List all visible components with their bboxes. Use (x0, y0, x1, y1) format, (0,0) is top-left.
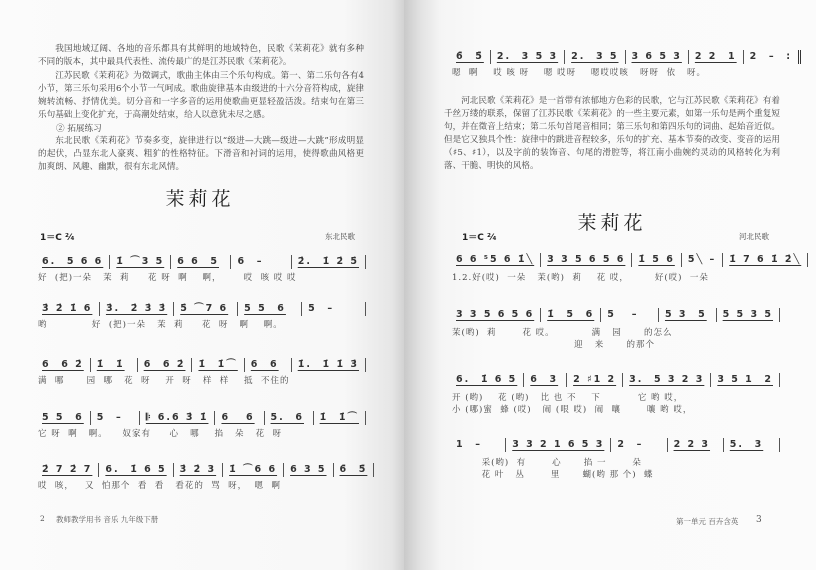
measure: 6. 5 6 6 (36, 255, 110, 269)
measure: 1̇ 1̇⌒ (192, 358, 244, 372)
lyrics-line: 哟 好 (把)一朵 茉 莉 花 呀 啊 啊。 (38, 320, 283, 330)
measure: 6 3 (524, 373, 567, 387)
measure: 2. 3 5 3 (491, 50, 565, 64)
measure: 3̇ 2̇ 1̇ 6 (36, 302, 100, 316)
score-notes-line (450, 253, 802, 267)
measure: 6 – (231, 255, 291, 269)
measure: 2̇ 7 2̇ 7 (36, 463, 99, 477)
measure: 5╲ – (682, 253, 723, 267)
measure: 1 – (450, 438, 506, 452)
paragraph: 东北民歌《茉莉花》节奏多变，旋律进行以“级进—大跳—级进—大跳”形成明显的起伏，凸显东北人豪爽、粗犷的性格特征。下滑音和衬词的运用，使得歌曲风格更加爽朗、风趣、幽默，很有东北风情。 (38, 136, 364, 172)
measure: 2 – (611, 438, 667, 452)
lyrics-line: 满 哪 园 哪 花 呀 开 呀 样 样 抵 不住的 (38, 376, 290, 386)
measure: 2 ♯1 2 (567, 373, 623, 387)
song-title: 茉莉花 (165, 188, 235, 210)
measure: 1̇ 1̇ (91, 358, 138, 372)
measure: 1̇ 7 6 1̇ 2̇╲ (723, 253, 808, 267)
book-title: 教师教学用书 音乐 九年级下册 (56, 515, 159, 524)
measure: 3. 5 3 2 3 (623, 373, 711, 387)
page-number: 2 (40, 514, 45, 523)
measure: 6 6 ⁵5 6 1̇╲ (450, 253, 541, 267)
measure: 6 3 5 (284, 463, 333, 477)
measure: 6 6 2̇ (36, 358, 91, 372)
score-notes-line (450, 50, 793, 64)
measure: 𝄆 6.6 3̇ 1̇ (140, 411, 216, 425)
page-number: 3 (756, 515, 762, 525)
score-notes-line (36, 463, 366, 477)
left-page (0, 0, 404, 570)
paragraph: 我国地域辽阔、各地的音乐都具有其鲜明的地域特色，民歌《茉莉花》就有多种不同的版本，其中最具代表性、流传最广的是江苏民歌《茉莉花》。 (38, 44, 364, 67)
measure: 2̇. 1̇ 2̇ 5̇ (292, 255, 366, 269)
score-notes-line (450, 308, 780, 322)
measure: 2. 3 5 (565, 50, 625, 64)
score-notes-line (36, 411, 366, 425)
subheading: ② 拓展练习 (56, 124, 102, 134)
song-title: 茉莉花 (577, 212, 647, 234)
measure: 3 5 1 2 (711, 373, 780, 387)
measure: 2 – : (744, 50, 801, 64)
measure: 1̇ 1̇⌒ (314, 411, 366, 425)
measure: 6 6 2̇ (138, 358, 193, 372)
measure: 6. 1̇ 6 5 (99, 463, 173, 477)
measure: 5 5 3 5 (717, 308, 780, 322)
measure: 3̇ 2̇ 3 (174, 463, 223, 477)
lyrics-line: 1.2.好(哎) 一朵 茉(哟) 莉 花 哎， 好(哎) 一朵 (452, 273, 709, 283)
key-signature: 1＝C ²⁄₄ (40, 233, 75, 243)
lyrics-line: 采(哟) 有 心 掐 一 朵 (452, 458, 642, 468)
measure: 5 – (302, 302, 366, 316)
measure: 5. 3 (724, 438, 780, 452)
measure: 1̇ 5 6 (632, 253, 681, 267)
score-notes-line (36, 358, 366, 372)
paragraph: 河北民歌《茉莉花》是一首带有浓郁地方色彩的民歌，它与江苏民歌《茉莉花》有着千丝万缕的联系，保留了江苏民歌《茉莉花》的一些主要元素，如第一乐句是两个重复短句，并在徵音上结束；第二乐句首尾音相同；第三乐句和第四乐句的词曲、起始音近似。但是它又独具个性：旋律中的跳进音程较多，乐句的扩充、基本节奏的改变、变音的运用（♯5、♯1），以及字前的装饰音、句尾的滑腔等，将江南小曲婉约灵动的风格转化为利落、干脆、明快的风格。 (444, 96, 780, 171)
lyrics-line: 它 呀 啊 啊。 奴家有 心 哪 掐 朵 花 呀 (38, 429, 283, 439)
measure: 3̇. 2̇ 3̇ 3̇ (100, 302, 174, 316)
measure: 6̄ 5̄ (450, 50, 491, 64)
measure: 1̇ ⌒6 6 (223, 463, 284, 477)
lyrics-line: 好 (把)一朵 茉 莉 花 呀 啊 啊， 哎 咳 哎 哎 (38, 273, 297, 283)
measure: 6 6 5 (171, 255, 231, 269)
measure: 6. 1̇ 6 5 (450, 373, 524, 387)
measure: 5 – (91, 411, 140, 425)
measure: 1̇. 1̇ 1̇ 3̇ (292, 358, 366, 372)
measure: 5. 6 (265, 411, 314, 425)
measure: 6 6 (245, 358, 292, 372)
lyrics-line: 小 (哪)蜜 蜂 (哎) 闹 (哏 哎) 闹 嚷 嚷 哟 哎， (452, 405, 693, 415)
measure: 3 3 5 6 5 6 (541, 253, 632, 267)
paragraph: 江苏民歌《茉莉花》为徵调式，歌曲主体由三个乐句构成。第一、第二乐句各有4小节，第三乐句采用6个小节一气呵成。歌曲旋律基本由级进的十六分音符构成，旋律婉转流畅、抒情优美。切分音和一字多音的运用使歌曲更显轻盈活泼。结束句在第三乐句基础上变化扩充，于高潮处结束，给人以意犹未尽之感。 (38, 71, 364, 120)
measure: 3 3 5 6 5 6 (450, 308, 541, 322)
measure: 3 6 5 3 (626, 50, 689, 64)
measure: 1̇ ⌒3 5 (110, 255, 171, 269)
measure: 1̇ 5 6 (541, 308, 601, 322)
song-origin: 河北民歌 (739, 232, 769, 241)
score-notes-line (450, 373, 780, 387)
measure: 5 – (601, 308, 659, 322)
lyrics-line: 迎 来 的那个 (452, 340, 655, 350)
measure: 6 6 (215, 411, 264, 425)
score-notes-line (36, 302, 366, 316)
score-notes-line (450, 438, 780, 452)
key-signature: 1＝C ²⁄₄ (462, 233, 497, 243)
measure: 6̄ 5̄ (334, 463, 375, 477)
song-origin: 东北民歌 (325, 232, 355, 241)
measure: 2 2 1 (689, 50, 744, 64)
unit-title: 第一单元 百卉含英 (676, 517, 739, 526)
right-page (404, 0, 816, 570)
measure: 2 2 3 (668, 438, 724, 452)
measure: 3 3 2 1 6 5 3 (506, 438, 611, 452)
measure: 5 5 6 (36, 411, 91, 425)
lyrics-line: 开 (哟) 花 (哟) 比 也 不 下 它 哟 哎， (452, 393, 684, 403)
measure: 5 5 6 (238, 302, 302, 316)
score-notes-line (36, 255, 366, 269)
measure: 5̇ ⌒7 6 (174, 302, 238, 316)
measure: 5 3 5 (659, 308, 717, 322)
lyrics-line: 茉(哟) 莉 花 哎。 满 园 的怎么 (452, 328, 673, 338)
lyrics-line: 哎 咳， 又 怕那个 看 看 看花的 骂 呀， 嗯 啊 (38, 481, 281, 491)
lyrics-line: 花 叶 丛 里 蝴(哟 那 个) 蝶 (452, 470, 654, 480)
lyrics-line: 嗯 啊 哎 咳 呀 嗯 哎呀 嗯哎哎咳 呀呀 依 呀。 (452, 68, 707, 78)
